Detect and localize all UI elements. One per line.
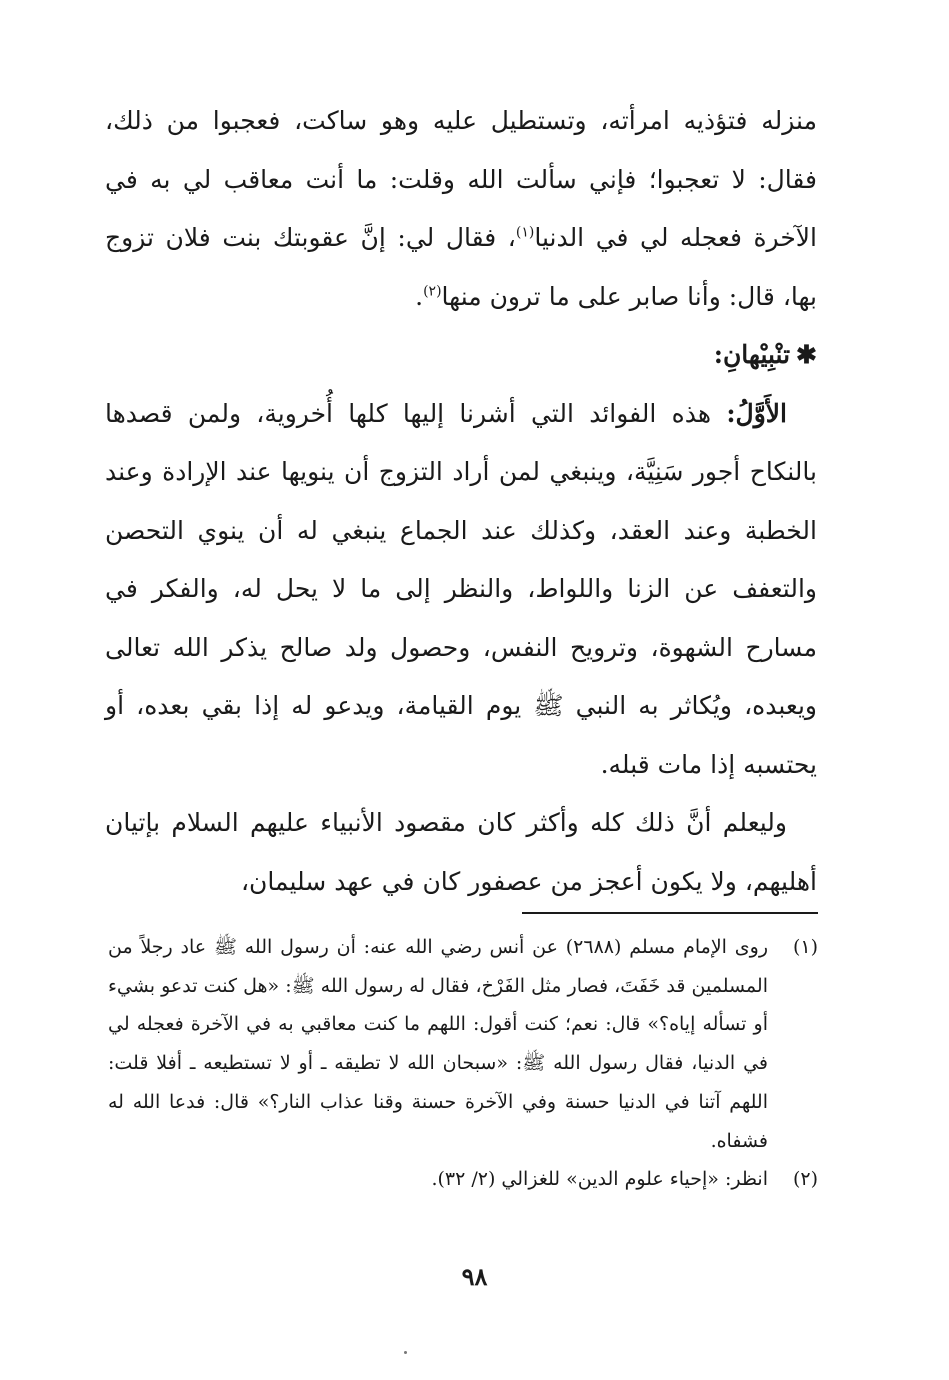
scan-speck [404, 1351, 407, 1354]
footnote-1-text: روى الإمام مسلم (٢٦٨٨) عن أنس رضي الله عنه: أن رسول الله ﷺ عاد رجلاً من المسلمين قد خَفَتَ، فصار مثل الفَرْخ، فقال له رسول الله ﷺ: «هل كنت تدعو بشيء أو تسأله إياه؟» قال: نعم؛ كنت أقول: اللهم ما كنت معاقبي به في الآخرة فعجله لي في الدنيا، فقال رسول الله ﷺ: «سبحان الله لا تطيقه ـ أو لا تستطيعه ـ أفلا قلت: اللهم آتنا في الدنيا حسنة وفي الآخرة حسنة وقنا عذاب النار؟» قال: فدعا الله له فشفاه. [108, 936, 768, 1152]
paragraph-1 [105, 92, 817, 326]
paragraph-1-part-a: منزله فتؤذيه امرأته، وتستطيل عليه وهو ساكت، فعجبوا من ذلك، فقال: لا تعجبوا؛ فإني سألت الله وقلت: ما أنت معاقب لي به في الآخرة فعجله لي في الدنيا [105, 106, 818, 252]
paragraph-2 [105, 385, 817, 795]
footnote-1-number: (١) [792, 936, 818, 958]
footnote-1 [108, 928, 818, 1160]
main-text [105, 92, 817, 911]
paragraph-2-lead: الأَوَّلُ: [726, 398, 787, 428]
footnote-2-text: انظر: «إحياء علوم الدين» للغزالي (٢/ ٣٢). [431, 1168, 768, 1191]
paragraph-1-part-b: ، فقال لي: إنَّ عقوبتك بنت فلان تزوج بها، قال: وأنا صابر على ما ترون منها [105, 223, 817, 311]
footnotes [108, 928, 818, 1199]
footnote-2 [108, 1160, 818, 1199]
star-bullet-icon: ✱ [796, 340, 817, 369]
section-heading-text: تنْبِيْهانِ: [713, 340, 791, 369]
footnote-ref-2[interactable]: (٢) [423, 283, 442, 300]
page-number: ٩٨ [461, 1262, 488, 1291]
footnote-ref-1[interactable]: (١) [515, 224, 535, 241]
paragraph-2-text: هذه الفوائد التي أشرنا إليها كلها أُخروية، ولمن قصدها بالنكاح أجور سَنِيَّة، وينبغي لمن أراد التزوج أن ينويها عند الإرادة وعند الخطبة وعند العقد، وكذلك عند الجماع ينبغي له أن ينوي التحصن والتعفف عن الزنا واللواط، والنظر إلى ما لا يحل له، والفكر في مسارح الشهوة، وترويح النفس، وحصول ولد صالح يذكر الله تعالى ويعبده، ويُكاثر به النبي ﷺ يوم القيامة، ويدعو له إذا بقي بعده، أو يحتسبه إذا مات قبله. [105, 398, 817, 779]
page-body [105, 92, 817, 911]
footnote-divider [522, 912, 818, 914]
section-heading [105, 326, 817, 385]
paragraph-3: وليعلم أنَّ ذلك كله وأكثر كان مقصود الأنبياء عليهم السلام بإتيان أهليهم، ولا يكون أعجز من عصفور كان في عهد سليمان، [105, 808, 817, 896]
footnote-2-number: (٢) [792, 1168, 818, 1191]
paragraph-1-part-c: . [415, 281, 424, 311]
